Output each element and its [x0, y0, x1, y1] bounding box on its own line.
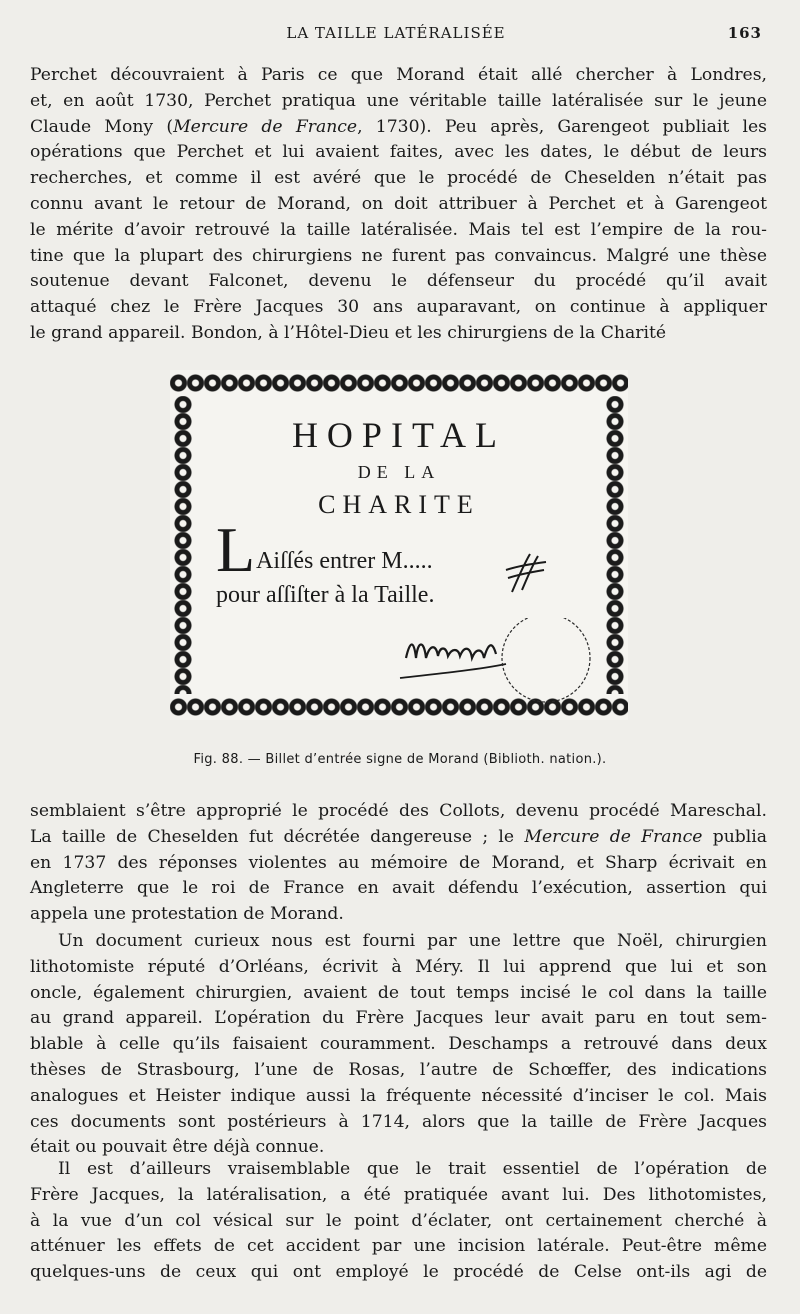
ticket-charite: CHARITE — [318, 490, 480, 519]
text-line: à la vue d’un col vésical sur le point d’éclater, ont certainement cherché à — [30, 1210, 767, 1231]
text-line — [30, 825, 767, 851]
text-line: analogues et Heister indique aussi la fréquente nécessité d’inciser le col. Mais — [30, 1085, 767, 1106]
text-line: semblaient s’être approprié le procédé des Collots, devenu procédé Mareschal. — [30, 801, 767, 821]
handwritten-mark-icon — [500, 548, 550, 598]
text-line — [30, 115, 767, 141]
text-line: au grand appareil. L’opération du Frère Jacques leur avait paru en tout sem- — [30, 1008, 767, 1029]
text-line: le mérite d’avoir retrouvé la taille latéralisée. Mais tel est l’empire de la rou- — [30, 219, 767, 240]
page-header — [30, 24, 762, 50]
text-line: thèses de Strasbourg, l’une de Rosas, l’autre de Schœffer, des indications — [30, 1059, 767, 1080]
text-line: tine que la plupart des chirurgiens ne furent pas convaincus. Malgré une thèse — [30, 245, 767, 266]
paragraph-2 — [30, 799, 767, 928]
text-line: quelques-uns de ceux qui ont employé le procédé de Celse ont-ils agi de — [30, 1262, 767, 1283]
ornamental-border-right — [602, 396, 628, 694]
italic-title: Mercure de France — [524, 826, 703, 847]
text-line: atténuer les effets de cet accident par une incision latérale. Peut-être même — [30, 1236, 767, 1257]
text-line: Angleterre que le roi de France en avait défendu l’exécution, assertion qui — [30, 878, 767, 899]
text-segment: , 1730). Peu après, Garengeot publiait les — [357, 116, 767, 137]
ticket-text-line: Aiſſés entrer M..... — [256, 548, 433, 574]
text-line: recherches, et comme il est avéré que le procédé de Cheselden n’était pas — [30, 168, 767, 189]
text-segment: publia — [702, 826, 768, 847]
text-line: en 1737 des réponses violentes au mémoire de Morand, et Sharp écrivait en — [30, 852, 767, 873]
text-line: lithotomiste réputé d’Orléans, écrivit à Méry. Il lui apprend que lui et son — [30, 956, 767, 977]
running-title: LA TAILLE LATÉRALISÉE — [286, 24, 506, 42]
paragraph-1 — [30, 63, 767, 347]
ticket-title: HOPITAL — [291, 415, 507, 455]
text-line: soutenue devant Falconet, devenu le défenseur du procédé qu’il avait — [30, 271, 767, 292]
text-line: oncle, également chirurgien, avaient de tout temps incisé le col dans la taille — [30, 982, 767, 1003]
text-line: Frère Jacques, la latéralisation, a été pratiquée avant lui. Des lithotomistes, — [30, 1184, 767, 1205]
text-segment: La taille de Cheselden fut décrétée dangereuse ; le — [30, 826, 525, 847]
paragraph-3 — [30, 929, 767, 1161]
text-line: appela une protestation de Morand. — [30, 904, 344, 925]
text-line: attaqué chez le Frère Jacques 30 ans auparavant, on continue à appliquer — [30, 297, 767, 318]
text-line: blable à celle qu’ils faisaient couramment. Deschamps a retrouvé dans deux — [30, 1034, 767, 1055]
text-line: ces documents sont postérieurs à 1714, alors que la taille de Frère Jacques — [30, 1111, 767, 1132]
entry-ticket-figure — [170, 370, 628, 720]
morand-signature-icon — [396, 618, 596, 708]
ticket-dropcap: L — [216, 514, 256, 585]
ornamental-border-top — [170, 370, 628, 396]
text-line: Un document curieux nous est fourni par une lettre que Noël, chirurgien — [58, 931, 767, 951]
ornamental-border-left — [170, 396, 196, 694]
text-segment: Claude Mony ( — [30, 116, 174, 137]
page-number: 163 — [727, 24, 762, 42]
text-line: le grand appareil. Bondon, à l’Hôtel-Dieu et les chirurgiens de la Charité — [30, 322, 667, 343]
text-line: et, en août 1730, Perchet pratiqua une véritable taille latéralisée sur le jeune — [30, 90, 767, 111]
paragraph-4 — [30, 1157, 767, 1286]
text-line: Perchet découvraient à Paris ce que Morand était allé chercher à Londres, — [30, 65, 767, 85]
text-line: était ou pouvait être déjà connue. — [30, 1137, 325, 1158]
text-line: opérations que Perchet et lui avaient faites, avec les dates, le début de leurs — [30, 142, 767, 163]
text-line: connu avant le retour de Morand, on doit attribuer à Perchet et à Garengeot — [30, 193, 767, 214]
italic-title: Mercure de France — [173, 116, 358, 137]
figure-caption: Fig. 88. — Billet d’entrée signe de Morand (Biblioth. nation.). — [193, 752, 607, 767]
ticket-text-line: pour aſſiſter à la Taille. — [216, 582, 435, 608]
ticket-subtitle: DE LA — [357, 462, 441, 482]
text-line: Il est d’ailleurs vraisemblable que le trait essentiel de l’opération de — [58, 1159, 767, 1179]
